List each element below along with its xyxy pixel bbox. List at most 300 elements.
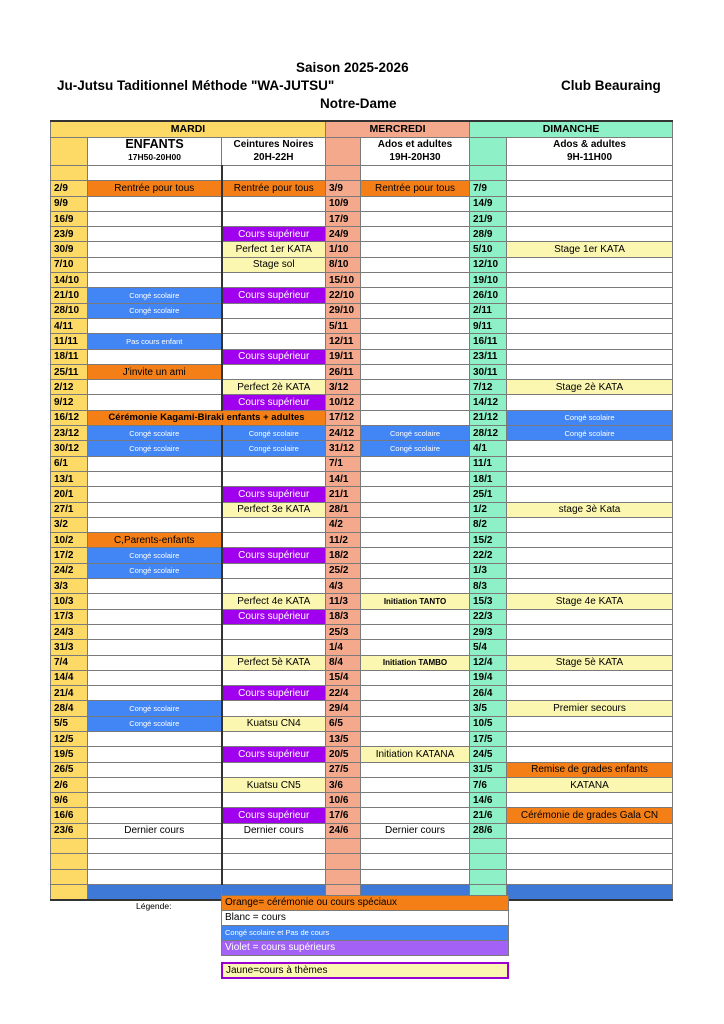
date-mardi: 19/5 — [51, 747, 88, 762]
date-mercredi: 1/10 — [326, 242, 361, 257]
cell-ceintures-noires: Cours supérieur — [222, 548, 326, 563]
cell-enfants — [88, 211, 222, 226]
cell-ceintures-noires: Perfect 1er KATA — [222, 242, 326, 257]
cell-ados-mercredi — [361, 563, 470, 578]
cell-enfants — [88, 349, 222, 364]
table-row — [51, 380, 673, 395]
cell-ados-mercredi — [361, 793, 470, 808]
date-mardi: 7/4 — [51, 655, 88, 670]
table-row — [51, 670, 673, 685]
day-header-dimanche: DIMANCHE — [470, 121, 673, 138]
cell-ceintures-noires — [222, 533, 326, 548]
date-mardi: 16/6 — [51, 808, 88, 823]
cell-ados-mercredi — [361, 303, 470, 318]
cell-ados-dimanche: Cérémonie de grades Gala CN — [507, 808, 673, 823]
date-mardi: 9/6 — [51, 793, 88, 808]
date-dimanche: 14/12 — [470, 395, 507, 410]
cell-ados-dimanche — [507, 563, 673, 578]
table-row — [51, 456, 673, 471]
date-mercredi: 26/11 — [326, 364, 361, 379]
date-dimanche: 14/6 — [470, 793, 507, 808]
cell-enfants: Congé scolaire — [88, 426, 222, 441]
date-dimanche: 23/11 — [470, 349, 507, 364]
table-row — [51, 303, 673, 318]
cell-ceintures-noires — [222, 640, 326, 655]
date-mercredi: 4/2 — [326, 517, 361, 532]
cell-ceintures-noires: Perfect 3e KATA — [222, 502, 326, 517]
cell-ados-mercredi: Initiation TAMBO — [361, 655, 470, 670]
cell-ados-dimanche — [507, 364, 673, 379]
date-mardi: 11/11 — [51, 334, 88, 349]
cell-ados-mercredi: Congé scolaire — [361, 426, 470, 441]
date-mercredi: 27/5 — [326, 762, 361, 777]
cell-ceintures-noires: Cours supérieur — [222, 395, 326, 410]
date-mercredi: 5/11 — [326, 318, 361, 333]
date-mardi: 26/5 — [51, 762, 88, 777]
date-dimanche: 19/10 — [470, 273, 507, 288]
table-row — [51, 426, 673, 441]
date-mercredi: 13/5 — [326, 731, 361, 746]
cell-ados-mercredi — [361, 762, 470, 777]
table-row — [51, 594, 673, 609]
cell-ados-dimanche — [507, 273, 673, 288]
date-mardi: 2/9 — [51, 181, 88, 196]
date-mercredi: 10/6 — [326, 793, 361, 808]
cell-ceintures-noires — [222, 211, 326, 226]
legend-orange: Orange= cérémonie ou cours spéciaux — [221, 895, 509, 911]
cell-enfants — [88, 380, 222, 395]
cell-ados-mercredi — [361, 548, 470, 563]
col-ceintures-noires: Ceintures Noires 20H-22H — [222, 138, 326, 166]
table-row — [51, 686, 673, 701]
cell-ados-mercredi — [361, 334, 470, 349]
cell-ados-dimanche — [507, 793, 673, 808]
cell-enfants — [88, 808, 222, 823]
date-mercredi: 29/4 — [326, 701, 361, 716]
date-dimanche: 10/5 — [470, 716, 507, 731]
cell-enfants — [88, 762, 222, 777]
date-dimanche: 7/9 — [470, 181, 507, 196]
table-row — [51, 869, 673, 884]
date-dimanche: 17/5 — [470, 731, 507, 746]
table-row — [51, 579, 673, 594]
date-mercredi: 1/4 — [326, 640, 361, 655]
date-mardi: 23/12 — [51, 426, 88, 441]
date-mercredi: 17/12 — [326, 410, 361, 425]
date-mardi: 14/10 — [51, 273, 88, 288]
cell-enfants: Congé scolaire — [88, 548, 222, 563]
cell-ados-mercredi — [361, 257, 470, 272]
date-mercredi: 3/12 — [326, 380, 361, 395]
date-mercredi: 14/1 — [326, 471, 361, 486]
col-ados-adultes-dimanche: Ados & adultes 9H-11H00 — [507, 138, 673, 166]
cell-ados-dimanche: Stage 5è KATA — [507, 655, 673, 670]
date-mercredi: 29/10 — [326, 303, 361, 318]
table-row — [51, 609, 673, 624]
date-dimanche: 24/5 — [470, 747, 507, 762]
cell-ados-mercredi: Dernier cours — [361, 823, 470, 838]
cell-ceintures-noires: Kuatsu CN4 — [222, 716, 326, 731]
cell-ados-mercredi — [361, 609, 470, 624]
date-mercredi: 8/10 — [326, 257, 361, 272]
table-row — [51, 242, 673, 257]
table-row — [51, 334, 673, 349]
cell-ados-mercredi — [361, 242, 470, 257]
cell-ados-dimanche: Premier secours — [507, 701, 673, 716]
table-row — [51, 716, 673, 731]
cell-ados-dimanche — [507, 686, 673, 701]
cell-ados-mercredi — [361, 395, 470, 410]
date-dimanche: 15/2 — [470, 533, 507, 548]
cell-ceintures-noires — [222, 517, 326, 532]
cell-ados-mercredi — [361, 701, 470, 716]
cell-enfants — [88, 579, 222, 594]
cell-ados-mercredi — [361, 808, 470, 823]
date-mercredi: 3/9 — [326, 181, 361, 196]
date-mardi: 28/4 — [51, 701, 88, 716]
table-row — [51, 823, 673, 838]
cell-ados-dimanche — [507, 517, 673, 532]
date-mardi: 20/1 — [51, 487, 88, 502]
cell-ados-dimanche — [507, 579, 673, 594]
cell-enfants — [88, 487, 222, 502]
cell-ceintures-noires — [222, 471, 326, 486]
date-mardi: 16/9 — [51, 211, 88, 226]
cell-ados-dimanche: Stage 2è KATA — [507, 380, 673, 395]
cell-ados-mercredi: Rentrée pour tous — [361, 181, 470, 196]
schedule-table — [50, 120, 673, 901]
cell-ados-mercredi — [361, 211, 470, 226]
date-dimanche: 7/6 — [470, 777, 507, 792]
cell-enfants — [88, 777, 222, 792]
date-mardi: 23/9 — [51, 227, 88, 242]
cell-enfants — [88, 655, 222, 670]
table-row — [51, 349, 673, 364]
cell-ados-dimanche — [507, 548, 673, 563]
date-mardi: 3/3 — [51, 579, 88, 594]
cell-ceintures-noires: Rentrée pour tous — [222, 181, 326, 196]
cell-enfants: Congé scolaire — [88, 441, 222, 456]
table-row — [51, 502, 673, 517]
cell-enfants: Congé scolaire — [88, 563, 222, 578]
table-row — [51, 288, 673, 303]
cell-ados-dimanche — [507, 747, 673, 762]
date-dimanche: 1/2 — [470, 502, 507, 517]
table-row — [51, 747, 673, 762]
date-dimanche: 12/4 — [470, 655, 507, 670]
date-mardi: 27/1 — [51, 502, 88, 517]
cell-ados-mercredi — [361, 640, 470, 655]
cell-ceintures-noires: Cours supérieur — [222, 686, 326, 701]
date-dimanche: 26/4 — [470, 686, 507, 701]
cell-ceintures-noires: Congé scolaire — [222, 426, 326, 441]
date-dimanche: 5/4 — [470, 640, 507, 655]
date-mercredi: 17/9 — [326, 211, 361, 226]
table-row — [51, 410, 673, 425]
cell-ceintures-noires — [222, 318, 326, 333]
cell-enfants — [88, 318, 222, 333]
table-row — [51, 777, 673, 792]
date-dimanche: 21/9 — [470, 211, 507, 226]
table-row — [51, 395, 673, 410]
cell-enfants — [88, 273, 222, 288]
table-row — [51, 793, 673, 808]
date-dimanche: 5/10 — [470, 242, 507, 257]
date-mercredi: 11/2 — [326, 533, 361, 548]
date-dimanche: 30/11 — [470, 364, 507, 379]
date-dimanche: 11/1 — [470, 456, 507, 471]
cell-enfants — [88, 456, 222, 471]
date-dimanche: 12/10 — [470, 257, 507, 272]
legend-yellow: Jaune=cours à thèmes — [221, 962, 509, 979]
cell-enfants — [88, 670, 222, 685]
cell-ados-mercredi — [361, 273, 470, 288]
cell-ceintures-noires: Perfect 2è KATA — [222, 380, 326, 395]
cell-ados-mercredi — [361, 410, 470, 425]
cell-ceintures-noires — [222, 196, 326, 211]
table-row — [51, 533, 673, 548]
cell-ados-dimanche — [507, 471, 673, 486]
page-title: Ju-Jutsu Taditionnel Méthode "WA-JUTSU" — [57, 78, 335, 93]
cell-ados-mercredi — [361, 777, 470, 792]
cell-ados-dimanche: Stage 1er KATA — [507, 242, 673, 257]
date-mardi: 14/4 — [51, 670, 88, 685]
cell-ceintures-noires — [222, 670, 326, 685]
legend-white: Blanc = cours — [221, 911, 509, 926]
cell-enfants — [88, 227, 222, 242]
legend — [221, 895, 509, 979]
date-dimanche: 21/6 — [470, 808, 507, 823]
date-mardi: 9/9 — [51, 196, 88, 211]
date-mercredi: 25/2 — [326, 563, 361, 578]
date-mercredi: 4/3 — [326, 579, 361, 594]
cell-ados-dimanche — [507, 395, 673, 410]
table-row — [51, 441, 673, 456]
cell-ados-dimanche — [507, 716, 673, 731]
date-dimanche: 1/3 — [470, 563, 507, 578]
date-mercredi: 31/12 — [326, 441, 361, 456]
cell-ados-dimanche — [507, 334, 673, 349]
date-col-mercredi — [326, 138, 361, 166]
date-dimanche: 9/11 — [470, 318, 507, 333]
cell-ceintures-noires — [222, 334, 326, 349]
cell-enfants — [88, 731, 222, 746]
cell-ados-mercredi — [361, 686, 470, 701]
table-row — [51, 318, 673, 333]
cell-ados-mercredi — [361, 471, 470, 486]
date-mercredi: 10/12 — [326, 395, 361, 410]
cell-ados-dimanche — [507, 288, 673, 303]
cell-ados-dimanche: Congé scolaire — [507, 410, 673, 425]
cell-enfants — [88, 395, 222, 410]
cell-enfants: C,Parents-enfants — [88, 533, 222, 548]
table-row — [51, 181, 673, 196]
cell-ados-mercredi — [361, 731, 470, 746]
date-mercredi: 18/3 — [326, 609, 361, 624]
cell-enfants — [88, 594, 222, 609]
cell-ceintures-noires: Perfect 4e KATA — [222, 594, 326, 609]
cell-ados-mercredi — [361, 288, 470, 303]
date-mercredi: 20/5 — [326, 747, 361, 762]
cell-ados-mercredi — [361, 502, 470, 517]
day-header-mardi: MARDI — [51, 121, 326, 138]
date-mardi: 25/11 — [51, 364, 88, 379]
cell-ados-dimanche — [507, 257, 673, 272]
table-row — [51, 762, 673, 777]
cell-ados-dimanche — [507, 349, 673, 364]
cell-ceintures-noires: Cours supérieur — [222, 808, 326, 823]
cell-ceintures-noires: Perfect 5è KATA — [222, 655, 326, 670]
date-dimanche: 25/1 — [470, 487, 507, 502]
cell-ados-dimanche: Congé scolaire — [507, 426, 673, 441]
date-mardi: 3/2 — [51, 517, 88, 532]
cell-ados-mercredi: Initiation KATANA — [361, 747, 470, 762]
date-mercredi: 24/12 — [326, 426, 361, 441]
date-mercredi: 24/6 — [326, 823, 361, 838]
cell-ceintures-noires: Cours supérieur — [222, 487, 326, 502]
date-mardi: 21/4 — [51, 686, 88, 701]
date-mardi: 31/3 — [51, 640, 88, 655]
cell-ceintures-noires — [222, 273, 326, 288]
cell-ados-mercredi: Initiation TANTO — [361, 594, 470, 609]
cell-enfants — [88, 242, 222, 257]
date-mardi: 7/10 — [51, 257, 88, 272]
cell-ados-dimanche: Stage 4e KATA — [507, 594, 673, 609]
cell-enfants — [88, 471, 222, 486]
table-row — [51, 624, 673, 639]
date-mercredi: 19/11 — [326, 349, 361, 364]
cell-ados-dimanche — [507, 181, 673, 196]
date-mardi: 30/12 — [51, 441, 88, 456]
cell-enfants: Congé scolaire — [88, 701, 222, 716]
date-mardi: 10/3 — [51, 594, 88, 609]
cell-enfants — [88, 624, 222, 639]
cell-ados-mercredi — [361, 533, 470, 548]
table-row — [51, 273, 673, 288]
date-mercredi: 21/1 — [326, 487, 361, 502]
cell-enfants — [88, 196, 222, 211]
cell-ados-mercredi — [361, 716, 470, 731]
table-row — [51, 517, 673, 532]
table-row — [51, 854, 673, 869]
cell-ceintures-noires: Stage sol — [222, 257, 326, 272]
date-mercredi: 8/4 — [326, 655, 361, 670]
cell-ceintures-noires: Kuatsu CN5 — [222, 777, 326, 792]
table-row — [51, 655, 673, 670]
cell-ados-dimanche — [507, 533, 673, 548]
cell-enfants — [88, 747, 222, 762]
date-mercredi: 22/10 — [326, 288, 361, 303]
table-row — [51, 364, 673, 379]
cell-ados-mercredi — [361, 487, 470, 502]
cell-ceintures-noires — [222, 701, 326, 716]
cell-enfants: Congé scolaire — [88, 303, 222, 318]
date-mercredi: 24/9 — [326, 227, 361, 242]
date-mardi: 6/1 — [51, 456, 88, 471]
cell-enfants: Congé scolaire — [88, 716, 222, 731]
cell-ados-dimanche — [507, 731, 673, 746]
table-row — [51, 196, 673, 211]
table-row — [51, 471, 673, 486]
date-mercredi: 17/6 — [326, 808, 361, 823]
date-mardi: 21/10 — [51, 288, 88, 303]
table-row — [51, 731, 673, 746]
table-row — [51, 563, 673, 578]
cell-ados-dimanche: Remise de grades enfants — [507, 762, 673, 777]
date-dimanche: 31/5 — [470, 762, 507, 777]
date-mardi: 9/12 — [51, 395, 88, 410]
ceremony-cell: Cérémonie Kagami-Biraki enfants + adultes — [88, 410, 326, 425]
table-row — [51, 640, 673, 655]
cell-ados-mercredi — [361, 670, 470, 685]
cell-ceintures-noires: Cours supérieur — [222, 349, 326, 364]
legend-blue: Congé scolaire et Pas de cours — [221, 926, 509, 941]
cell-ados-mercredi — [361, 349, 470, 364]
date-dimanche: 21/12 — [470, 410, 507, 425]
cell-ceintures-noires: Cours supérieur — [222, 747, 326, 762]
cell-ceintures-noires: Cours supérieur — [222, 609, 326, 624]
cell-enfants: Rentrée pour tous — [88, 181, 222, 196]
date-col-mardi — [51, 138, 88, 166]
date-dimanche: 26/10 — [470, 288, 507, 303]
cell-ados-dimanche: KATANA — [507, 777, 673, 792]
date-mardi: 23/6 — [51, 823, 88, 838]
date-dimanche: 28/6 — [470, 823, 507, 838]
table-row — [51, 701, 673, 716]
date-mardi: 13/1 — [51, 471, 88, 486]
cell-ados-mercredi — [361, 624, 470, 639]
date-mardi: 17/3 — [51, 609, 88, 624]
cell-enfants: Congé scolaire — [88, 288, 222, 303]
cell-ados-dimanche — [507, 211, 673, 226]
cell-ceintures-noires — [222, 364, 326, 379]
date-col-dimanche — [470, 138, 507, 166]
cell-ados-dimanche — [507, 318, 673, 333]
cell-ados-mercredi — [361, 227, 470, 242]
cell-enfants — [88, 517, 222, 532]
table-row — [51, 839, 673, 854]
cell-ados-dimanche — [507, 303, 673, 318]
date-dimanche: 28/12 — [470, 426, 507, 441]
date-mardi: 16/12 — [51, 410, 88, 425]
cell-ados-mercredi — [361, 456, 470, 471]
date-mercredi: 22/4 — [326, 686, 361, 701]
season-title: Saison 2025-2026 — [296, 60, 409, 75]
cell-ados-mercredi — [361, 517, 470, 532]
date-dimanche: 18/1 — [470, 471, 507, 486]
date-dimanche: 3/5 — [470, 701, 507, 716]
cell-ados-dimanche — [507, 823, 673, 838]
cell-ados-dimanche: stage 3è Kata — [507, 502, 673, 517]
cell-ceintures-noires: Congé scolaire — [222, 441, 326, 456]
date-mercredi: 25/3 — [326, 624, 361, 639]
page-subtitle: Notre-Dame — [320, 96, 397, 111]
date-mardi: 30/9 — [51, 242, 88, 257]
date-mercredi: 10/9 — [326, 196, 361, 211]
cell-ados-dimanche — [507, 487, 673, 502]
table-row — [51, 257, 673, 272]
legend-label: Légende: — [136, 901, 172, 911]
cell-ados-dimanche — [507, 456, 673, 471]
date-mardi: 2/12 — [51, 380, 88, 395]
cell-ceintures-noires: Cours supérieur — [222, 288, 326, 303]
cell-ados-dimanche — [507, 609, 673, 624]
cell-ados-dimanche — [507, 441, 673, 456]
table-row — [51, 808, 673, 823]
cell-ados-mercredi — [361, 579, 470, 594]
col-enfants: ENFANTS 17H50-20H00 — [88, 138, 222, 166]
cell-enfants: Dernier cours — [88, 823, 222, 838]
